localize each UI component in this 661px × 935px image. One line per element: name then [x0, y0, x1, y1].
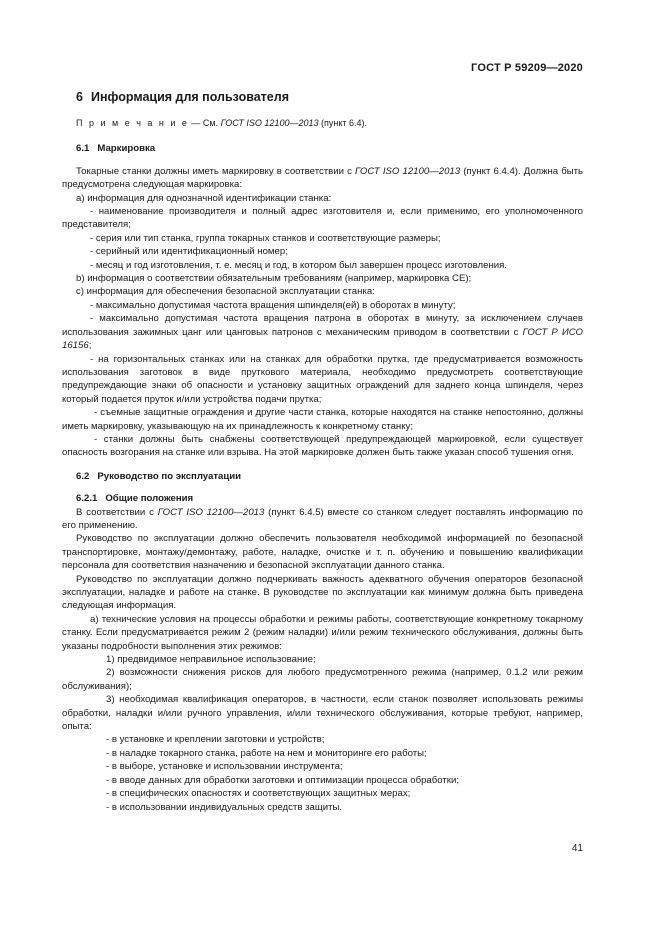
standard-header: ГОСТ Р 59209—2020 [471, 62, 583, 74]
list-item: 2) возможности снижения рисков для любого предусмотренного режима (например, 0.1.2 или режим обслуживания); [62, 667, 583, 692]
list-item: - станки должны быть снабжены соответствующей предупреждающей маркировкой, если существует опасность возгорания на станке или взрыва. На этой маркировке должен быть также указан способ тушения огня. [62, 433, 583, 459]
text: - максимально допустимая частота вращения патрона в оборотах в минуту, за исключением случаев использования зажимных цанг или цанговых патронов с механическим приводом в соответствии с [62, 313, 583, 338]
subsection-heading-6-2-1 [76, 492, 583, 505]
dash-item: - в использовании индивидуальных средств защиты. [106, 801, 343, 813]
text: (пункт 6.4.4). Должна быть предусмотрена следующая маркировка: [62, 165, 583, 191]
list-item: - на горизонтальных станках или на станках для обработки прутка, где предусматривается возможность использования заготовок в виде пруткового материала, необходимо предусмотреть соответствующие предупреждающие знаки об опасности и установку защитных ограждений для заднего конца шпинделя, через который подается пруток и/или устройства подачи прутка; [62, 353, 583, 405]
list-item [62, 312, 583, 352]
subsection-heading-6-1 [76, 142, 583, 155]
note-text-pre: — См. [191, 118, 221, 128]
subsection-title: Общие положения [105, 493, 194, 505]
list-item: a) информация для однозначной идентификации станка: [76, 192, 332, 204]
list-item: - серия или тип станка, группа токарных станков и соответствующие размеры; [90, 232, 441, 244]
subsection-number: 6.2.1 [76, 493, 98, 505]
subsection-heading-6-2 [76, 470, 583, 483]
list-item: - серийный или идентификационный номер; [90, 246, 288, 258]
list-item: a) технические условия на процессы обработки и режимы работы, соответствующие конкретному токарному станку. Если предусматривается режим 2 (режим наладки) и/или режим технического обслуживания, должны быть указаны подробности выполнения этих режимов: [62, 613, 583, 652]
list-item: - наименование производителя и полный адрес изготовителя и, если применимо, его уполномоченного представителя; [62, 206, 583, 231]
list-item: c) информация для обеспечения безопасной эксплуатации станка: [76, 286, 375, 298]
paragraph [62, 165, 583, 192]
paragraph [62, 506, 583, 533]
list-item: - съемные защитные ограждения и другие части станка, которые находятся на станке непостоянно, должны иметь маркировку, указывающую на их принадлежность к конкретному станку; [62, 407, 583, 432]
note-label: П р и м е ч а н и е [76, 118, 189, 128]
text: В соответствии с [76, 506, 158, 518]
text: ; [88, 340, 92, 352]
list-item: - максимально допустимая частота вращения шпинделя(ей) в оборотах в минуту; [90, 299, 456, 311]
page-number: 41 [571, 843, 583, 854]
subsection-number: 6.2 [76, 470, 90, 482]
standard-ref: ГОСТ Р ИСО 16156 [62, 326, 583, 352]
subsection-title: Маркировка [97, 143, 156, 155]
list-item: 3) необходимая квалификация операторов, в частности, если станок позволяет использовать режимы обработки, наладки и/или ручного управления, и/или технического обслуживания, которые требуют, например, опыта: [62, 694, 583, 733]
dash-item: - в наладке токарного станка, работе на нем и мониторинге его работы; [106, 747, 427, 759]
standard-ref: ГОСТ ISO 12100—2013 [157, 506, 265, 518]
paragraph: Руководство по эксплуатации должно обеспечить пользователя необходимой информацией по безопасной транспортировке, монтажу/демонтажу, работе, наладке, очистке и т. п. обучению и повышению квалификации персонала для соответствия назначению и безопасной эксплуатации данного станка. [62, 533, 583, 572]
note [76, 117, 583, 130]
paragraph: Руководство по эксплуатации должно подчеркивать важность адекватного обучения операторов безопасной эксплуатации, наладке и работе на станке. В руководстве по эксплуатации как минимум должна быть приведена следующая информация. [62, 573, 583, 612]
dash-item: - в выборе, установке и использовании инструмента; [106, 761, 343, 773]
list-item: b) информация о соответствии обязательным требованиям (например, маркировка CE); [76, 273, 472, 285]
list-item: - месяц и год изготовления, т. е. месяц и год, в котором был завершен процесс изготовления. [90, 259, 507, 271]
dash-item: - в вводе данных для обработки заготовки и оптимизации процесса обработки; [106, 774, 459, 786]
dash-item: - в специфических опасностях и соответствующих защитных мерах; [106, 788, 411, 800]
section-heading [76, 90, 583, 105]
section-title: Информация для пользователя [90, 90, 289, 104]
note-text-post: (пункт 6.4). [318, 118, 367, 128]
note-ref: ГОСТ ISO 12100—2013 [220, 118, 319, 128]
text: Токарные станки должны иметь маркировку в соответствии с [76, 165, 355, 177]
page-content [62, 90, 583, 814]
section-number: 6 [76, 90, 83, 104]
subsection-number: 6.1 [76, 143, 90, 155]
list-item: 1) предвидимое неправильное использование; [106, 654, 316, 666]
dash-item: - в установке и креплении заготовки и устройств; [106, 734, 325, 746]
subsection-title: Руководство по эксплуатации [97, 470, 242, 482]
text: (пункт 6.4.5) вместе со станком следует поставлять информацию по его применению. [62, 506, 583, 531]
standard-ref: ГОСТ ISO 12100—2013 [354, 165, 461, 177]
